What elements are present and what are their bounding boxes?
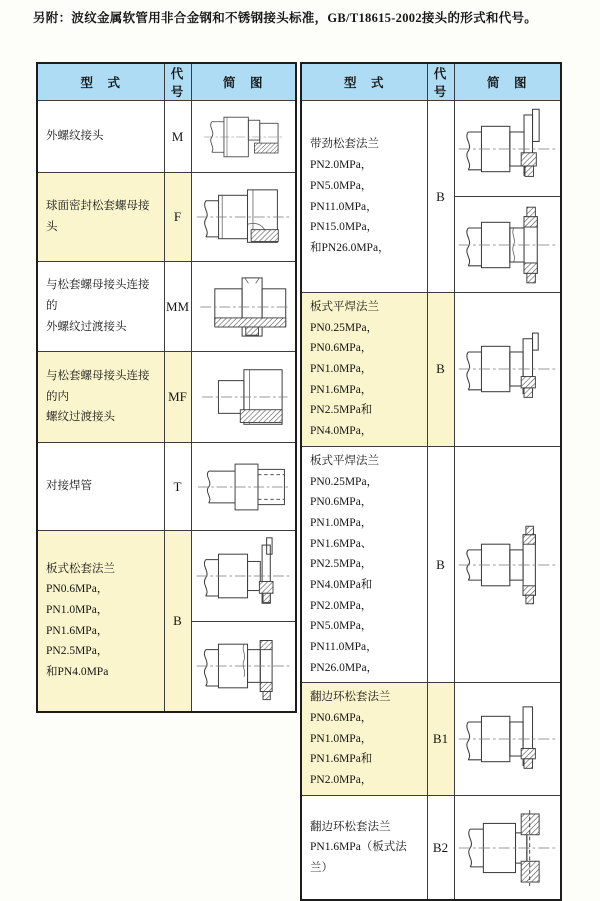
diagram-cell: [191, 101, 296, 173]
type-line: 带劲松套法兰: [310, 138, 379, 151]
table-row: [301, 446, 561, 683]
type-cell: [301, 795, 427, 900]
diagram-cell: [191, 352, 296, 443]
fitting-table-left: [36, 62, 297, 713]
type-line: PN1.6MPa（板式法兰）: [310, 841, 407, 874]
diagram-cell: [454, 101, 561, 197]
type-line: PN0.25MPa，PN0.6MPa，: [310, 321, 379, 355]
diagram-cell: [454, 683, 561, 795]
flared-ring-loose-flange-diagram-2: [455, 803, 559, 893]
header-code: 代号: [427, 63, 454, 101]
table-header-row: [37, 63, 296, 101]
table-row: [301, 293, 561, 447]
diagram-cell: [454, 446, 561, 683]
code-cell: B: [164, 531, 191, 712]
diagram-cell: [454, 293, 561, 447]
type-line: PN2.0MPa，PN5.0MPa，: [310, 159, 373, 192]
neck-loose-flange-diagram-1: [455, 107, 559, 191]
code-cell: B1: [427, 683, 454, 795]
type-line: PN11.0MPa，PN15.0MPa，: [310, 200, 379, 234]
code-cell: T: [164, 443, 191, 531]
type-line: PN2.0MPa，PN5.0MPa，: [310, 599, 373, 633]
type-line: 外螺纹接头: [46, 130, 104, 143]
table-row: [37, 173, 296, 262]
diagram-cell: [191, 262, 296, 352]
type-line: PN1.6MPa，PN2.5MPa，: [46, 624, 109, 658]
table-row: [37, 443, 296, 531]
code-cell: B: [427, 293, 454, 447]
type-cell: [37, 443, 164, 531]
type-line: 板式平焊法兰: [310, 301, 379, 313]
butt-weld-pipe-diagram: [193, 450, 293, 524]
type-cell: [37, 262, 164, 352]
female-transition-fitting-diagram: [193, 358, 293, 436]
diagram-cell: [454, 795, 561, 900]
type-line: PN0.6MPa，PN1.0MPa，: [46, 583, 109, 617]
type-line: PN2.5MPa和PN4.0MPa，: [310, 404, 373, 438]
plate-weld-flange-diagram-1: [455, 325, 559, 413]
plate-loose-flange-diagram-1: [193, 537, 293, 615]
header-type: 型 式: [301, 63, 427, 101]
type-line: 球面密封松套螺母接头: [46, 200, 150, 233]
type-cell: [301, 101, 427, 293]
code-cell: MF: [164, 352, 191, 443]
type-line: 和PN4.0MPa: [46, 666, 109, 679]
code-cell: MM: [164, 262, 191, 352]
type-cell: [37, 531, 164, 712]
sphere-seal-loose-nut-fitting-diagram: [193, 179, 293, 255]
header-type: 型 式: [37, 63, 164, 101]
code-cell: B: [427, 101, 454, 293]
male-thread-fitting-diagram: [193, 105, 293, 169]
diagram-cell: [454, 197, 561, 293]
code-cell: B: [427, 446, 454, 683]
table-header-row: [301, 63, 561, 101]
table-row: [301, 683, 561, 795]
type-line: PN1.0MPa，PN1.6MPa，: [310, 363, 373, 396]
type-cell: [37, 173, 164, 262]
table-row: [37, 352, 296, 443]
type-line: 和PN26.0MPa，: [310, 241, 390, 254]
type-cell: [301, 683, 427, 795]
plate-loose-flange-diagram-2: [193, 627, 293, 705]
type-line: 对接焊管: [46, 480, 92, 493]
flared-ring-loose-flange-diagram-1: [455, 698, 559, 780]
table-row: [301, 101, 561, 197]
male-transition-fitting-diagram: [193, 268, 293, 346]
header-diagram: 简 图: [191, 63, 296, 101]
type-line: PN2.5MPa，PN4.0MPa和: [310, 558, 373, 591]
type-line: 螺纹过渡接头: [46, 411, 115, 424]
type-line: PN1.0MPa，PN1.6MPa、: [310, 516, 373, 550]
type-cell: [301, 446, 427, 683]
diagram-cell: [191, 622, 296, 712]
type-line: 与松套螺母接头连接的: [46, 279, 150, 313]
type-line: 板式平焊法兰: [310, 454, 379, 467]
code-cell: M: [164, 101, 191, 173]
type-cell: [301, 293, 427, 447]
type-cell: [37, 101, 164, 173]
header-code: 代号: [164, 63, 191, 101]
diagram-cell: [191, 443, 296, 531]
plate-weld-flange-diagram-2: [455, 519, 559, 611]
type-line: 板式松套法兰: [46, 562, 115, 575]
table-row: [301, 795, 561, 900]
type-line: 翻边环松套法兰: [310, 820, 391, 833]
code-cell: B2: [427, 795, 454, 900]
code-cell: F: [164, 173, 191, 262]
page-title: 另附：波纹金属软管用非合金钢和不锈钢接头标准，GB/T18615-2002接头的形式和代号。: [33, 11, 538, 25]
type-line: PN11.0MPa，PN26.0MPa，: [310, 641, 379, 674]
type-line: PN0.6MPa，PN1.0MPa，: [310, 712, 373, 745]
diagram-cell: [191, 173, 296, 262]
fitting-table-right: [300, 62, 562, 901]
neck-loose-flange-diagram-2: [455, 203, 559, 287]
type-line: 与松套螺母接头连接的内: [46, 369, 150, 403]
table-row: [37, 262, 296, 352]
header-diagram: 简 图: [454, 63, 561, 101]
type-cell: [37, 352, 164, 443]
type-line: 翻边环松套法兰: [310, 691, 391, 704]
type-line: PN0.25MPa，PN0.6MPa，: [310, 475, 379, 509]
diagram-cell: [191, 531, 296, 622]
type-line: PN1.6MPa和PN2.0MPa，: [310, 753, 373, 787]
table-row: [37, 531, 296, 622]
table-row: [37, 101, 296, 173]
type-line: 外螺纹过渡接头: [46, 320, 127, 333]
